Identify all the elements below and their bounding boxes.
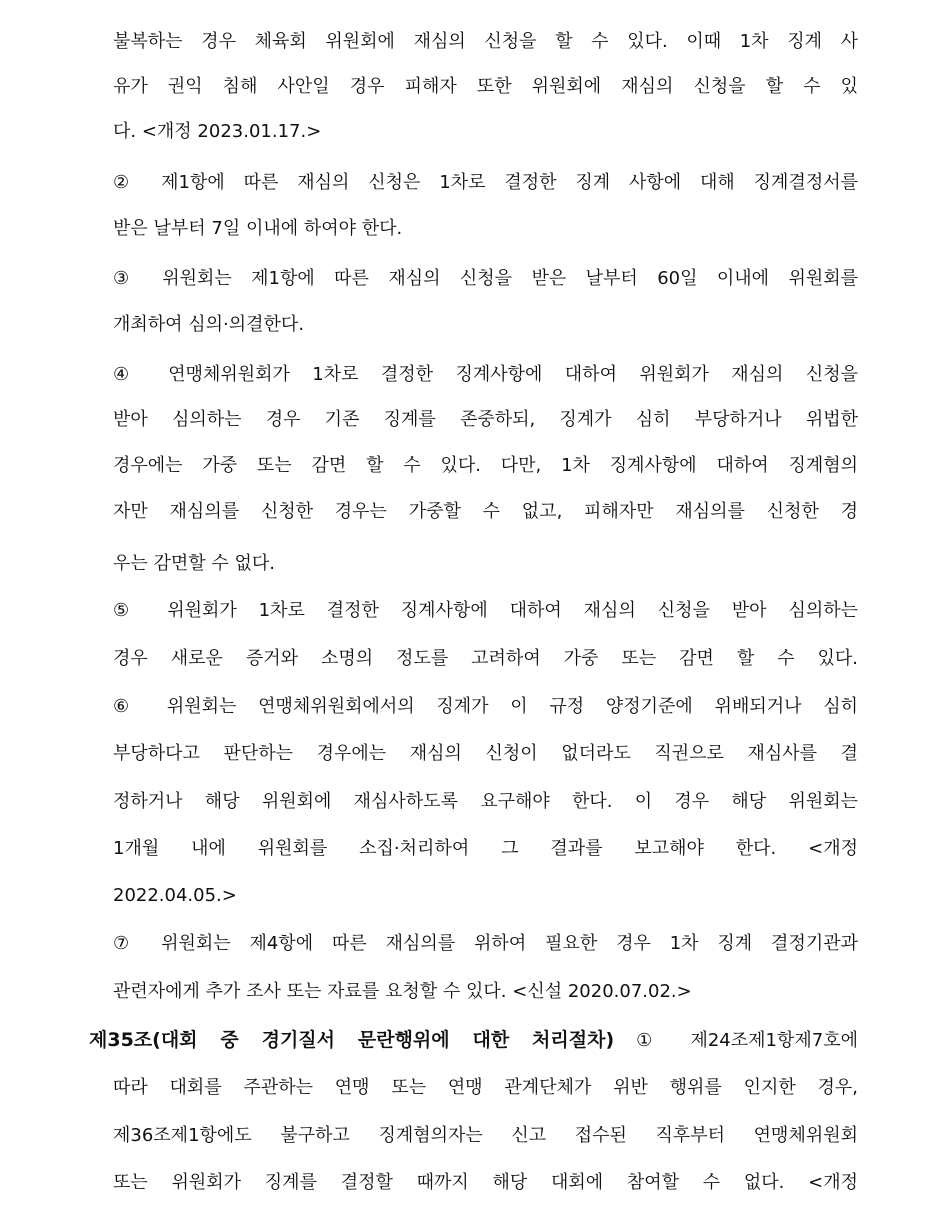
text-line: 또는 위원회가 징계를 결정할 때까지 해당 대회에 참여할 수 없다. <개정	[113, 1172, 858, 1193]
text-line: 부당하다고 판단하는 경우에는 재심의 신청이 없더라도 직권으로 재심사를 결	[113, 743, 858, 764]
article-title: 제35조(대회 중 경기질서 문란행위에 대한 처리절차)	[89, 1029, 615, 1051]
paragraph-start: ① 제24조제1항제7호에	[636, 1030, 858, 1051]
text-line: ④ 연맹체위원회가 1차로 결정한 징계사항에 대하여 위원회가 재심의 신청을	[113, 364, 858, 385]
text-line: 받은 날부터 7일 이내에 하여야 한다.	[113, 218, 403, 239]
text-line: 받아 심의하는 경우 기존 징계를 존중하되, 징계가 심히 부당하거나 위법한	[113, 409, 858, 430]
text-line: 다. <개정 2023.01.17.>	[113, 121, 322, 142]
text-line: 자만 재심의를 신청한 경우는 가중할 수 없고, 피해자만 재심의를 신청한 경	[113, 501, 858, 522]
text-line: 개최하여 심의·의결한다.	[113, 314, 305, 335]
text-line: 불복하는 경우 체육회 위원회에 재심의 신청을 할 수 있다. 이때 1차 징계 사	[113, 31, 858, 52]
text-line: 따라 대회를 주관하는 연맹 또는 연맹 관계단체가 위반 행위를 인지한 경우,	[113, 1077, 858, 1098]
text-line: ② 제1항에 따른 재심의 신청은 1차로 결정한 징계 사항에 대해 징계결정서를	[113, 172, 858, 193]
text-line: 관련자에게 추가 조사 또는 자료를 요청할 수 있다. <신설 2020.07.02.>	[113, 981, 692, 1002]
text-line: 2022.04.05.>	[113, 885, 237, 906]
text-line: ⑥ 위원회는 연맹체위원회에서의 징계가 이 규정 양정기준에 위배되거나 심히	[113, 696, 858, 717]
text-line: 유가 권익 침해 사안일 경우 피해자 또한 위원회에 재심의 신청을 할 수 있	[113, 76, 858, 97]
text-line: 1개월 내에 위원회를 소집·처리하여 그 결과를 보고해야 한다. <개정	[113, 838, 858, 859]
text-line: 우는 감면할 수 없다.	[113, 553, 275, 574]
text-line: ③ 위원회는 제1항에 따른 재심의 신청을 받은 날부터 60일 이내에 위원회를	[113, 268, 858, 289]
text-line: 경우에는 가중 또는 감면 할 수 있다. 다만, 1차 징계사항에 대하여 징계혐의	[113, 455, 858, 476]
text-line: ⑤ 위원회가 1차로 결정한 징계사항에 대하여 재심의 신청을 받아 심의하는	[113, 600, 858, 621]
article-heading-line	[89, 1025, 858, 1055]
text-line: 경우 새로운 증거와 소명의 정도를 고려하여 가중 또는 감면 할 수 있다.	[113, 648, 858, 669]
text-line: 정하거나 해당 위원회에 재심사하도록 요구해야 한다. 이 경우 해당 위원회는	[113, 791, 858, 812]
text-line: ⑦ 위원회는 제4항에 따른 재심의를 위하여 필요한 경우 1차 징계 결정기관과	[113, 933, 858, 954]
text-line: 제36조제1항에도 불구하고 징계혐의자는 신고 접수된 직후부터 연맹체위원회	[113, 1125, 858, 1146]
